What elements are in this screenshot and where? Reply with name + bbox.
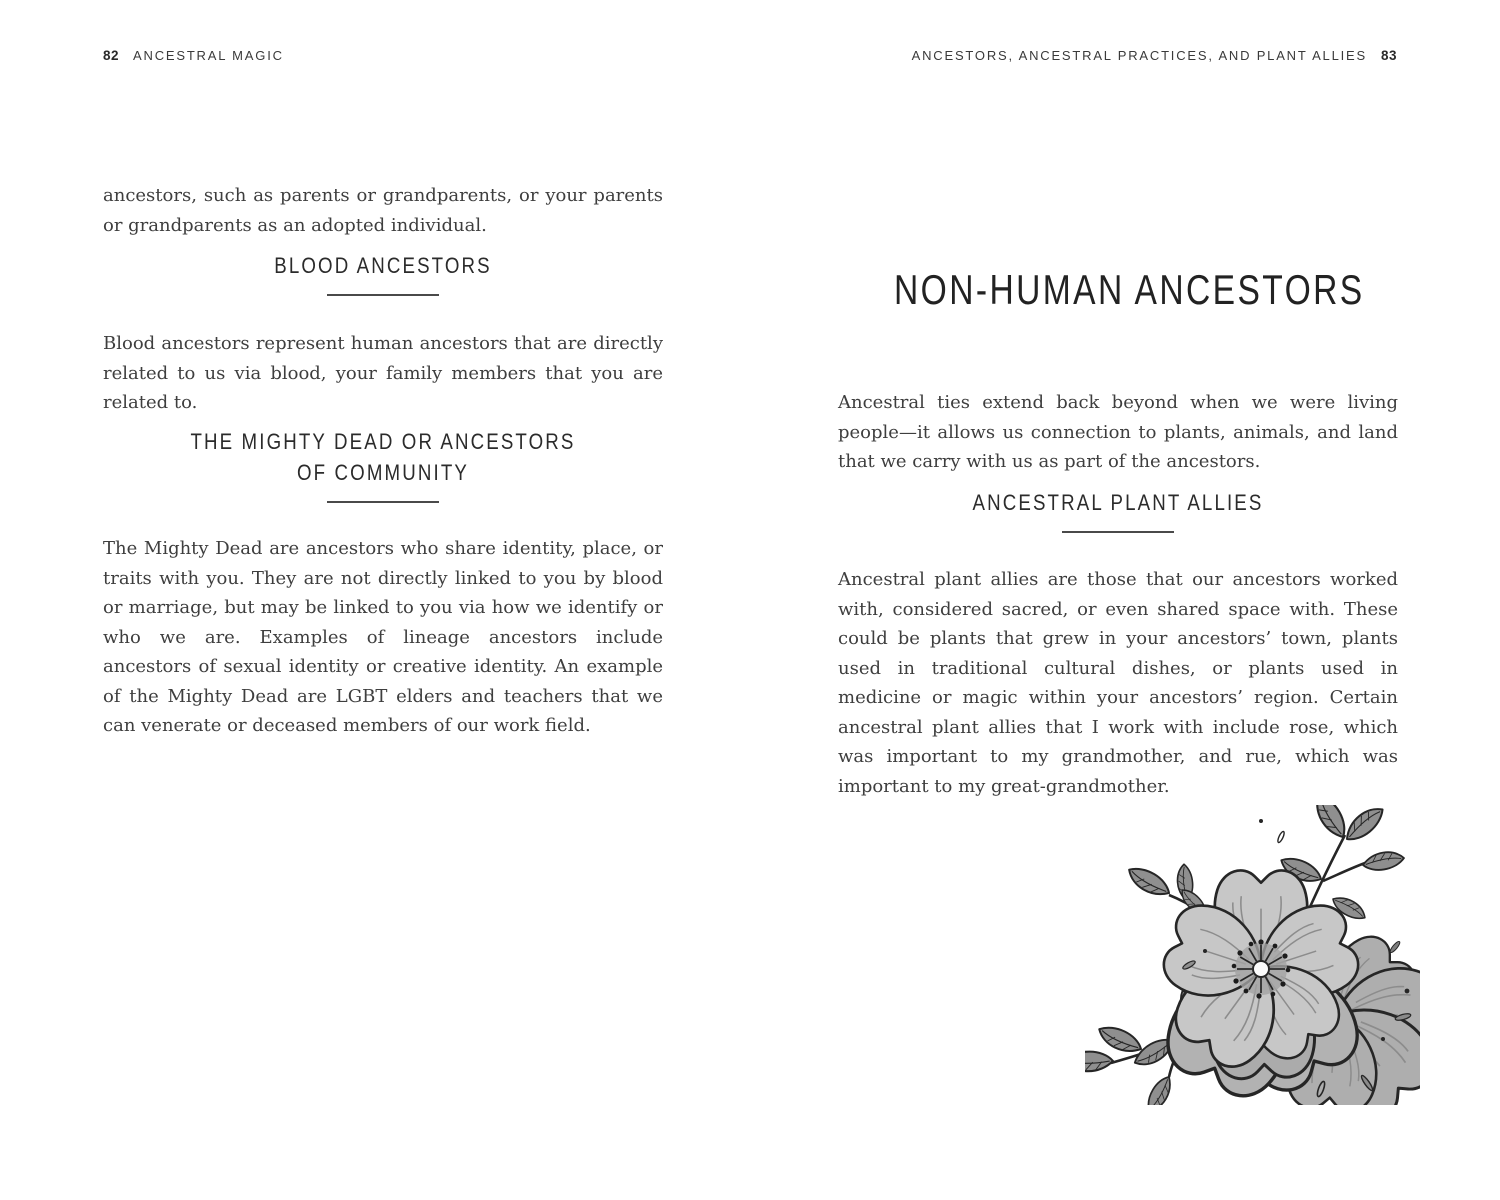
wild-rose-flower-icon (1085, 805, 1420, 1105)
running-title-right: ANCESTORS, ANCESTRAL PRACTICES, AND PLANT ALLIES (911, 48, 1367, 63)
section-heading-blood-ancestors (103, 250, 663, 296)
heading-rule (327, 501, 439, 503)
section-heading-text: THE MIGHTY DEAD OR ANCESTORS OF COMMUNITY (190, 429, 576, 485)
heading-rule (1062, 531, 1174, 533)
heading-rule (327, 294, 439, 296)
page-number-right: 83 (1380, 48, 1397, 63)
section-heading-plant-allies (838, 487, 1398, 533)
page-number-left: 82 (103, 48, 120, 63)
section-heading-text: ANCESTRAL PLANT ALLIES (972, 490, 1264, 515)
book-page-left (103, 0, 663, 1200)
running-title-left: ANCESTRAL MAGIC (133, 48, 284, 63)
paragraph-mighty-dead: The Mighty Dead are ancestors who share identity, place, or traits with you. They are not directly linked to you by blood or marriage, but may be linked to you via how we identify or who we are. Examples of lineage ancestors include ancestors of sexual identity or creative identity. An example of the Mighty Dead are LGBT elders and teachers that we can venerate or deceased members of our work field. (103, 538, 663, 736)
paragraph-blood-ancestors: Blood ancestors represent human ancestors that are directly related to us via blood, your family members that you are related to. (103, 333, 663, 413)
section-heading-mighty-dead (103, 426, 663, 503)
paragraph-continuation: ancestors, such as parents or grandparents, or your parents or grandparents as an adopted individual. (103, 185, 663, 236)
paragraph-intro-nonhuman: Ancestral ties extend back beyond when we were living people—it allows us connection to plants, animals, and land that we carry with us as part of the ancestors. (838, 392, 1398, 472)
section-heading-text: BLOOD ANCESTORS (274, 253, 492, 278)
paragraph-plant-allies: Ancestral plant allies are those that our ancestors worked with, considered sacred, or even shared space with. These could be plants that grew in your ancestors’ town, plants used in traditional cultural dishes, or plants used in medicine or magic within your ancestors’ region. Certain ancestral plant allies that I work with include rose, which was important to my grandmother, and rue, which was important to my great-grandmother. (838, 569, 1398, 797)
chapter-title: NON-HUMAN ANCESTORS (894, 266, 1365, 314)
